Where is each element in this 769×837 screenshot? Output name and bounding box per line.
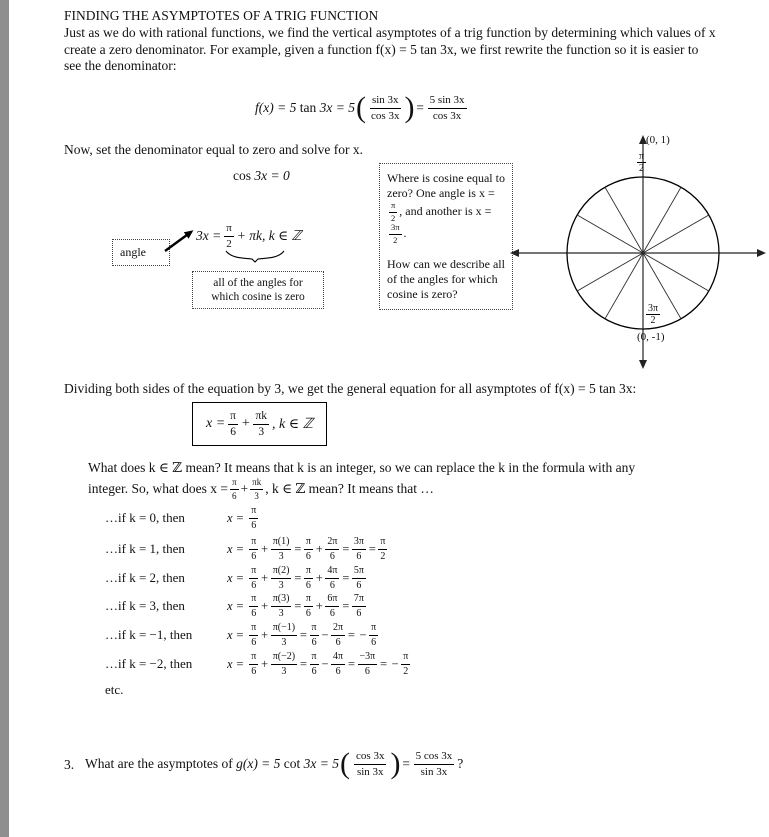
question-3-text: What are the asymptotes of g(x) = 5 cot 3x = 5 ( $\frac{\cos 3x}{\sin 3x}$ ) = $\frac{5 \cos 3x}{\sin 3x}$ ? (85, 747, 464, 780)
cosine-question-p2: How can we describe all of the angles for which cosine is zero? (387, 257, 505, 302)
fraction-denominator: 2 (639, 163, 645, 174)
equation-cos-3x-zero: cos 3x = 0 (233, 168, 290, 183)
set-denominator-text: Now, set the denominator equal to zero and solve for x. (64, 142, 364, 157)
k-case-row-0 (105, 504, 260, 532)
k-case-row-4 (105, 621, 380, 649)
circle-label-3pi-over-2 (646, 303, 660, 326)
angle-label: angle (120, 245, 146, 259)
k-meaning-line-2: integer. So, what does x = $\frac{\pi}{6}$ + $\frac{\pi k}{3}$ , k ∈ ℤ mean? It means that … (88, 477, 434, 501)
k-case-label: …if k = −2, then (105, 656, 193, 671)
k-case-expression: x = $\frac{\pi}{6}$ + $\frac{\pi(2)}{3}$ = $\frac{\pi}{6}$ + $\frac{4\pi}{6}$ = $\frac{5\pi}{6}$ (227, 565, 364, 591)
general-asymptote-equation-box: x = $\frac{\pi}{6}$ + $\frac{\pi k}{3}$ , k ∈ ℤ (192, 402, 327, 446)
k-case-expression: x = $\frac{\pi}{6}$ + $\frac{\pi(1)}{3}$ = $\frac{\pi}{6}$ + $\frac{2\pi}{6}$ = $\frac{3\pi}{6}$ = $\frac{\pi}{2}$ (227, 536, 386, 562)
circle-label-0-neg1: (0, -1) (637, 331, 665, 343)
k-case-row-3 (105, 592, 368, 620)
k-case-expression: x = $\frac{\pi}{6}$ + $\frac{\pi(-1)}{3}$ = $\frac{\pi}{6}$ − $\frac{2\pi}{6}$ = − $\frac{\pi}{6}$ (227, 622, 377, 648)
window-edge-strip (0, 0, 9, 837)
k-case-row-5 (105, 650, 412, 678)
k-case-label: …if k = 1, then (105, 541, 185, 556)
cosine-question-box (379, 163, 513, 310)
k-case-expression: x = $\frac{\pi}{6}$ + $\frac{\pi(3)}{3}$ = $\frac{\pi}{6}$ + $\frac{6\pi}{6}$ = $\frac{7\pi}{6}$ (227, 593, 364, 619)
k-case-label: …if k = 2, then (105, 570, 185, 585)
etc-label: etc. (105, 682, 124, 697)
circle-label-0-1: (0, 1) (646, 134, 670, 146)
intro-paragraph: Just as we do with rational functions, we find the vertical asymptotes of a trig function by determining which values of x create a zero denominator. For example, given a function f(x) = 5 tan 3x, we first rewrite the function so it is easier to see the denominator: (64, 25, 716, 73)
k-case-expression: x = $\frac{\pi}{6}$ (227, 505, 257, 531)
question-3-number: 3. (64, 757, 75, 772)
fraction-numerator: π (639, 151, 645, 162)
k-case-label: …if k = −1, then (105, 627, 193, 642)
circle-label-pi-over-2 (637, 151, 646, 174)
doc-title: FINDING THE ASYMPTOTES OF A TRIG FUNCTION (64, 8, 379, 23)
angles-note-box: all of the angles for which cosine is zero (192, 271, 324, 309)
k-case-expression: x = $\frac{\pi}{6}$ + $\frac{\pi(-2)}{3}$ = $\frac{\pi}{6}$ − $\frac{4\pi}{6}$ = $\frac{-3\pi}{6}$ = − $\frac{\pi}{2}$ (227, 651, 409, 677)
dividing-paragraph: Dividing both sides of the equation by 3, we get the general equation for all asymptotes of f(x) = 5 tan 3x: (64, 381, 637, 396)
k-case-row-1 (105, 535, 389, 563)
fraction-denominator: 2 (650, 315, 656, 326)
equation-f-tan-rewrite: f(x) = 5 tan 3x = 5 ( $\frac{\sin 3x}{\cos 3x}$ ) = $\frac{5 \sin 3x}{\cos 3x}$ (255, 91, 465, 124)
equation-angles-general: 3x = $\frac{\pi}{2}$ + πk, k ∈ ℤ (196, 222, 302, 250)
k-meaning-line-1: What does k ∈ ℤ mean? It means that k is an integer, so we can replace the k in the formula with any (88, 460, 636, 475)
fraction-numerator: 3π (648, 303, 659, 314)
cosine-question-p1: Where is cosine equal to zero? One angle is x = $\frac{\pi}{2}$ , and another is x = $\frac{3\pi}{2}$ . (387, 171, 505, 245)
k-case-row-2 (105, 564, 368, 592)
underbrace (224, 250, 288, 264)
k-case-label: …if k = 3, then (105, 598, 185, 613)
k-case-label: …if k = 0, then (105, 510, 185, 525)
